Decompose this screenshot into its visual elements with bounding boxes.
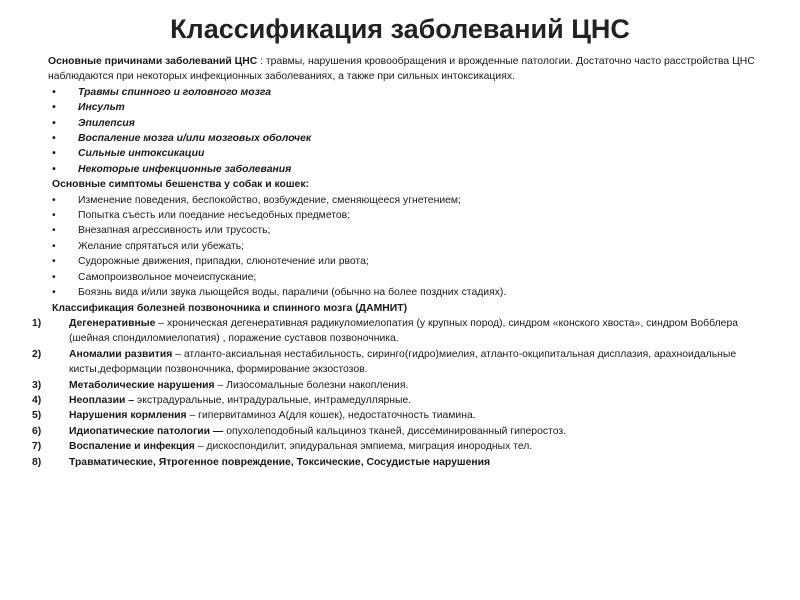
item-number: 8) xyxy=(32,456,42,468)
rabies-symptoms-list xyxy=(48,193,778,301)
list-item xyxy=(32,455,778,470)
list-item: • Желание спрятаться или убежать; xyxy=(48,239,778,254)
slide-title: Классификация заболеваний ЦНС xyxy=(170,14,630,44)
list-item: • Эпилепсия xyxy=(48,116,778,131)
item-term: Неоплазии – xyxy=(69,394,135,406)
item-number: 3) xyxy=(32,379,42,391)
list-item xyxy=(32,347,778,378)
item-number: 4) xyxy=(32,394,42,406)
item-term: Нарушения кормления xyxy=(69,410,187,422)
list-item: • Некоторые инфекционные заболевания xyxy=(48,162,778,177)
list-item xyxy=(32,393,778,408)
rabies-heading: Основные симптомы бешенства у собак и кошек: xyxy=(52,179,309,191)
item-description: – хроническая дегенеративная радикуломиелопатия (у крупных пород), синдром «конского хвоста», синдром Вобблера (шейная спондиломиелопатия) , поражение суставов позвоночника. xyxy=(69,317,739,345)
causes-text: : травмы, нарушения кровообращения и врожденные патологии. Достаточно часто расстройства ЦНС наблюдаются при некоторых инфекционных заболеваниях, а также при сильных интоксикациях. xyxy=(48,56,755,83)
item-description: – Лизосомальные болезни накопления. xyxy=(214,379,409,391)
item-description: – дискоспондилит, эпидуральная эмпиема, миграция инородных тел. xyxy=(194,441,533,453)
damnit-list xyxy=(32,316,778,470)
item-term: Метаболические нарушения xyxy=(69,379,215,391)
causes-paragraph xyxy=(48,54,778,85)
item-description: экстрадуральные, интрадуральные, интрамедуллярные. xyxy=(134,394,412,406)
damnit-heading: Классификация болезней позвоночника и спинного мозга (ДАМНИТ) xyxy=(52,302,408,314)
list-item xyxy=(32,408,778,423)
slide-content xyxy=(32,54,778,470)
causes-list xyxy=(48,85,778,177)
item-description: опухолеподобный кальциноз тканей, диссеминированный гиперостоз. xyxy=(223,425,567,437)
item-description: – атланто-аксиальная нестабильность, сиринго(гидро)миелия, атланто-окципитальная дисплазия, арахноидальные кисты,деформации позвоночника, формирование экзостозов. xyxy=(69,348,737,376)
list-item xyxy=(32,424,778,439)
list-item: • Сильные интоксикации xyxy=(48,146,778,161)
list-item: • Внезапная агрессивность или трусость; xyxy=(48,223,778,238)
item-term: Дегенеративные xyxy=(69,317,156,329)
list-item xyxy=(32,378,778,393)
item-number: 1) xyxy=(32,317,42,329)
item-term: Воспаление и инфекция xyxy=(69,441,195,453)
list-item: • Судорожные движения, припадки, слюнотечение или рвота; xyxy=(48,254,778,269)
list-item: • Боязнь вида и/или звука льющейся воды, параличи (обычно на более поздних стадиях). xyxy=(48,285,778,300)
item-term: Аномалии развития xyxy=(69,348,173,360)
item-number: 7) xyxy=(32,441,42,453)
causes-lead: Основные причинами заболеваний ЦНС xyxy=(48,56,258,67)
item-number: 5) xyxy=(32,410,42,422)
list-item: • Воспаление мозга и/или мозговых оболочек xyxy=(48,131,778,146)
list-item xyxy=(32,316,778,347)
list-item xyxy=(32,439,778,454)
item-description: – гипервитаминоз А(для кошек), недостаточность тиамина. xyxy=(186,410,476,422)
list-item: • Изменение поведения, беспокойство, возбуждение, сменяющееся угнетением; xyxy=(48,193,778,208)
list-item: • Травмы спинного и головного мозга xyxy=(48,85,778,100)
list-item: • Самопроизвольное мочеиспускание; xyxy=(48,270,778,285)
list-item: • Инсульт xyxy=(48,100,778,115)
list-item: • Попытка съесть или поедание несъедобных предметов; xyxy=(48,208,778,223)
item-number: 2) xyxy=(32,348,42,360)
item-term: Идиопатические патологии — xyxy=(69,425,224,437)
item-term: Травматические, Ятрогенное повреждение, Токсические, Сосудистые нарушения xyxy=(69,456,491,468)
item-number: 6) xyxy=(32,425,42,437)
